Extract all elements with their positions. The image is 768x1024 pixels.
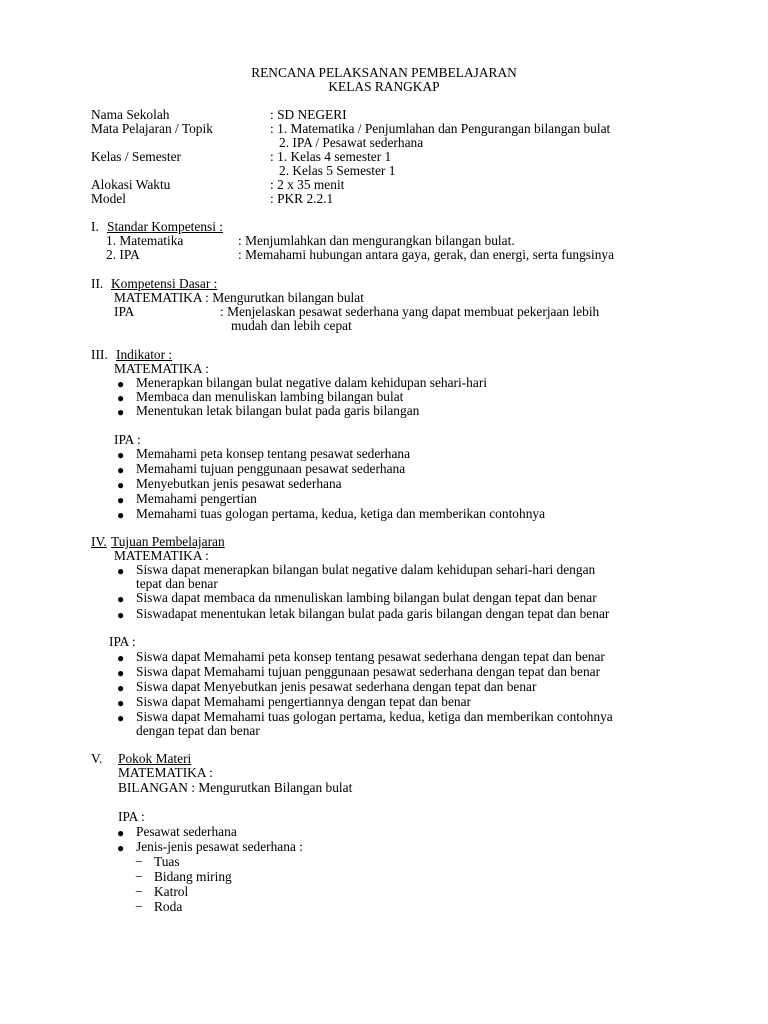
- s3-mat-label: MATEMATIKA :: [114, 361, 209, 376]
- bullet-icon: ●: [117, 608, 125, 622]
- bullet-icon: ●: [117, 377, 125, 391]
- s5-type: Bidang miring: [154, 869, 232, 884]
- s4-mat-1b: tepat dan benar: [136, 576, 218, 591]
- s3-ipa-item: Memahami tujuan penggunaan pesawat sederhana: [136, 461, 406, 476]
- class-label: Kelas / Semester: [91, 149, 181, 164]
- s4-mat-3: Siswadapat menentukan letak bilangan bulat pada garis bilangan dengan tepat dan benar: [136, 606, 610, 621]
- bullet-icon: ●: [117, 666, 125, 680]
- bullet-icon: ●: [117, 391, 125, 405]
- s2-heading: Kompetensi Dasar :: [111, 276, 218, 291]
- s3-num: III.: [91, 347, 108, 362]
- dash-icon: −: [135, 854, 143, 869]
- s3-ipa-item: Memahami peta konsep tentang pesawat sederhana: [136, 446, 411, 461]
- s5-type: Tuas: [154, 854, 180, 869]
- s3-heading: Indikator :: [116, 347, 173, 362]
- s5-ipa-2: Jenis-jenis pesawat sederhana :: [136, 839, 303, 854]
- s3-mat-item: Menerapkan bilangan bulat negative dalam kehidupan sehari-hari: [136, 375, 487, 390]
- s2-mat: MATEMATIKA : Mengurutkan bilangan bulat: [114, 290, 364, 305]
- s5-type: Roda: [154, 899, 183, 914]
- bullet-icon: ●: [117, 696, 125, 710]
- s5-heading: Pokok Materi: [118, 751, 192, 766]
- s4-ipa-5a: Siswa dapat Memahami tuas gologan pertama, kedua, ketiga dan memberikan contohnya: [136, 709, 613, 724]
- s3-ipa-item: Menyebutkan jenis pesawat sederhana: [136, 476, 342, 491]
- s5-mat-label: MATEMATIKA :: [118, 765, 213, 780]
- bullet-icon: ●: [117, 478, 125, 492]
- s4-mat-2: Siswa dapat membaca da nmenuliskan lambing bilangan bulat dengan tepat dan benar: [136, 590, 597, 605]
- model-value: : PKR 2.2.1: [270, 191, 334, 206]
- s4-ipa-2: Siswa dapat Memahami tujuan penggunaan pesawat sederhana dengan tepat dan benar: [136, 664, 601, 679]
- s1-num: I.: [91, 219, 99, 234]
- model-label: Model: [91, 191, 126, 206]
- s3-ipa-item: Memahami tuas gologan pertama, kedua, ketiga dan memberikan contohnya: [136, 506, 546, 521]
- dash-icon: −: [135, 869, 143, 884]
- dash-icon: −: [135, 899, 143, 914]
- s5-ipa-1: Pesawat sederhana: [136, 824, 237, 839]
- bullet-icon: ●: [117, 841, 125, 855]
- s2-ipa-label: IPA: [114, 304, 135, 319]
- s2-num: II.: [91, 276, 104, 291]
- bullet-icon: ●: [117, 711, 125, 725]
- s4-ipa-label: IPA :: [109, 634, 136, 649]
- s2-ipa-value-1: : Menjelaskan pesawat sederhana yang dapat membuat pekerjaan lebih: [220, 304, 600, 319]
- bullet-icon: ●: [117, 826, 125, 840]
- doc-subtitle: KELAS RANGKAP: [328, 79, 440, 94]
- bullet-icon: ●: [117, 493, 125, 507]
- s4-mat-label: MATEMATIKA :: [114, 548, 209, 563]
- s4-mat-1a: Siswa dapat menerapkan bilangan bulat negative dalam kehidupan sehari-hari dengan: [136, 562, 596, 577]
- bullet-icon: ●: [117, 448, 125, 462]
- s2-ipa-value-2: mudah dan lebih cepat: [231, 318, 352, 333]
- bullet-icon: ●: [117, 651, 125, 665]
- s5-ipa-label: IPA :: [118, 809, 145, 824]
- bullet-icon: ●: [117, 405, 125, 419]
- class-value-1: : 1. Kelas 4 semester 1: [270, 149, 392, 164]
- s1-row2-value: : Memahami hubungan antara gaya, gerak, dan energi, serta fungsinya: [238, 247, 615, 262]
- s1-row2-label: 2. IPA: [106, 247, 140, 262]
- dash-icon: −: [135, 884, 143, 899]
- s4-ipa-1: Siswa dapat Memahami peta konsep tentang pesawat sederhana dengan tepat dan benar: [136, 649, 605, 664]
- s5-type: Katrol: [154, 884, 189, 899]
- s5-num: V.: [91, 751, 103, 766]
- time-value: : 2 x 35 menit: [270, 177, 345, 192]
- subject-label: Mata Pelajaran / Topik: [91, 121, 213, 136]
- s3-mat-item: Membaca dan menuliskan lambing bilangan bulat: [136, 389, 404, 404]
- time-label: Alokasi Waktu: [91, 177, 171, 192]
- s1-row1-label: 1. Matematika: [106, 233, 184, 248]
- bullet-icon: ●: [117, 463, 125, 477]
- doc-title: RENCANA PELAKSANAN PEMBELAJARAN: [251, 65, 517, 80]
- s5-mat-value: BILANGAN : Mengurutkan Bilangan bulat: [118, 780, 353, 795]
- bullet-icon: ●: [117, 564, 125, 578]
- school-label: Nama Sekolah: [91, 107, 170, 122]
- subject-value-2: 2. IPA / Pesawat sederhana: [279, 135, 424, 150]
- s4-ipa-5b: dengan tepat dan benar: [136, 723, 260, 738]
- bullet-icon: ●: [117, 508, 125, 522]
- s4-heading: Tujuan Pembelajaran: [111, 534, 225, 549]
- bullet-icon: ●: [117, 592, 125, 606]
- s4-ipa-4: Siswa dapat Memahami pengertiannya dengan tepat dan benar: [136, 694, 472, 709]
- s3-ipa-label: IPA :: [114, 432, 141, 447]
- s1-row1-value: : Menjumlahkan dan mengurangkan bilangan bulat.: [238, 233, 515, 248]
- subject-value-1: : 1. Matematika / Penjumlahan dan Pengurangan bilangan bulat: [270, 121, 611, 136]
- bullet-icon: ●: [117, 681, 125, 695]
- s4-ipa-3: Siswa dapat Menyebutkan jenis pesawat sederhana dengan tepat dan benar: [136, 679, 537, 694]
- class-value-2: 2. Kelas 5 Semester 1: [279, 163, 396, 178]
- s3-ipa-item: Memahami pengertian: [136, 491, 257, 506]
- s1-heading: Standar Kompetensi :: [107, 219, 224, 234]
- s4-num: IV.: [91, 534, 107, 549]
- s3-mat-item: Menentukan letak bilangan bulat pada garis bilangan: [136, 403, 420, 418]
- school-value: : SD NEGERI: [270, 107, 347, 122]
